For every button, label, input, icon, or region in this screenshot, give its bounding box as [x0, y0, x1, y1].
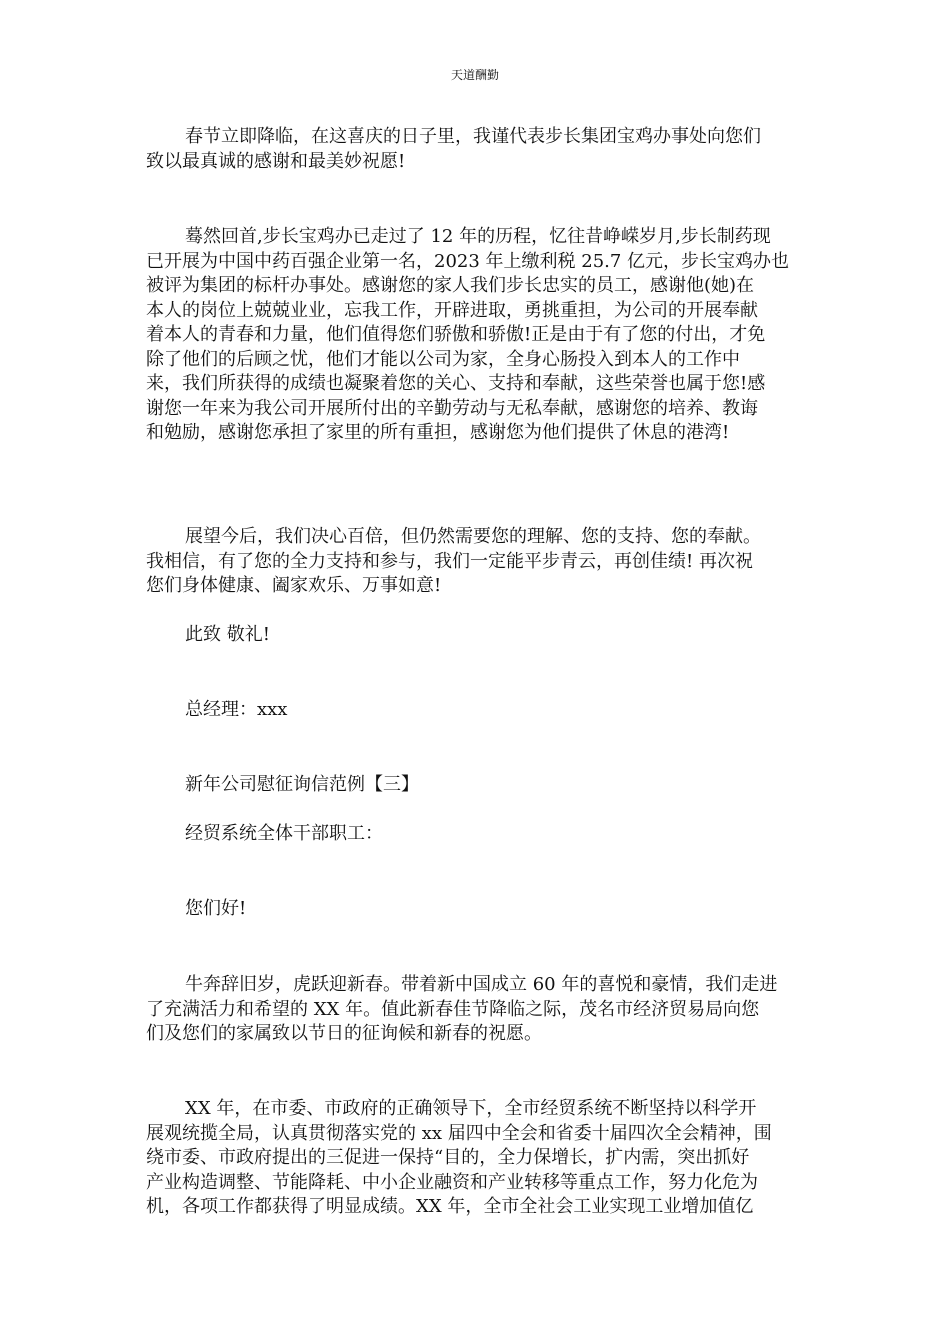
paragraph-2	[146, 225, 806, 446]
text-line: 绕市委、市政府提出的三促进一保持“目的，全力保增长，扩内需，突出抓好	[146, 1147, 750, 1168]
text-line: 已开展为中国中药百强企业第一名，2023 年上缴利税 25.7 亿元，步长宝鸡办也	[146, 250, 790, 272]
signature: 总经理：xxx	[185, 699, 288, 720]
text-line: 牛奔辞旧岁，虎跃迎新春。带着新中国成立 60 年的喜悦和豪情，我们走进	[185, 974, 778, 995]
text-line: 致以最真诚的感谢和最美妙祝愿!	[146, 150, 406, 172]
text-line: 展观统揽全局，认真贯彻落实党的 xx 届四中全会和省委十届四次全会精神，围	[146, 1122, 772, 1144]
text-line: XX 年，在市委、市政府的正确领导下，全市经贸系统不断坚持以科学开	[185, 1098, 757, 1119]
text-line: 和勉励，感谢您承担了家里的所有重担，感谢您为他们提供了休息的港湾!	[146, 422, 730, 443]
salutation: 经贸系统全体干部职工：	[185, 823, 383, 844]
paragraph-5	[146, 1097, 806, 1220]
closing: 此致 敬礼!	[185, 624, 270, 645]
page-header: 天道酬勤	[450, 68, 499, 82]
paragraph-1	[146, 125, 806, 174]
paragraph-4	[146, 973, 806, 1047]
text-line: 展望今后，我们决心百倍，但仍然需要您的理解、您的支持、您的奉献。	[185, 526, 761, 547]
text-line: 来，我们所获得的成绩也凝聚着您的关心、支持和奉献，这些荣誉也属于您!感	[146, 373, 766, 394]
text-line: 了充满活力和希望的 XX 年。值此新春佳节降临之际，茂名市经济贸易局向您	[146, 998, 760, 1020]
text-line: 春节立即降临，在这喜庆的日子里，我谨代表步长集团宝鸡办事处向您们	[185, 126, 761, 147]
text-line: 着本人的青春和力量，他们值得您们骄傲和骄傲!正是由于有了您的付出，才免	[146, 324, 766, 345]
text-line: 产业构造调整、节能降耗、中小企业融资和产业转移等重点工作，努力化危为	[146, 1171, 758, 1193]
text-line: 蓦然回首,步长宝鸡办已走过了 12 年的历程，忆往昔峥嵘岁月,步长制药现	[185, 226, 771, 247]
text-line: 被评为集团的标杆办事处。感谢您的家人我们步长忠实的员工，感谢他(她)在	[146, 275, 755, 296]
text-line: 除了他们的后顾之忧，他们才能以公司为家，全身心肠投入到本人的工作中	[146, 348, 740, 370]
paragraph-3	[146, 525, 806, 599]
text-line: 本人的岗位上兢兢业业，忘我工作，开辟进取，勇挑重担，为公司的开展奉献	[146, 299, 758, 321]
section-title: 新年公司慰征询信范例【三】	[185, 774, 419, 795]
text-line: 我相信，有了您的全力支持和参与，我们一定能平步青云，再创佳绩! 再次祝	[146, 550, 753, 572]
text-line: 谢您一年来为我公司开展所付出的辛勤劳动与无私奉献，感谢您的培养、教诲	[146, 397, 758, 419]
text-line: 们及您们的家属致以节日的征询候和新春的祝愿。	[146, 1023, 542, 1044]
greeting: 您们好!	[185, 898, 247, 919]
text-line: 机，各项工作都获得了明显成绩。XX 年，全市全社会工业实现工业增加值亿	[146, 1196, 754, 1217]
text-line: 您们身体健康、阖家欢乐、万事如意!	[146, 575, 442, 596]
